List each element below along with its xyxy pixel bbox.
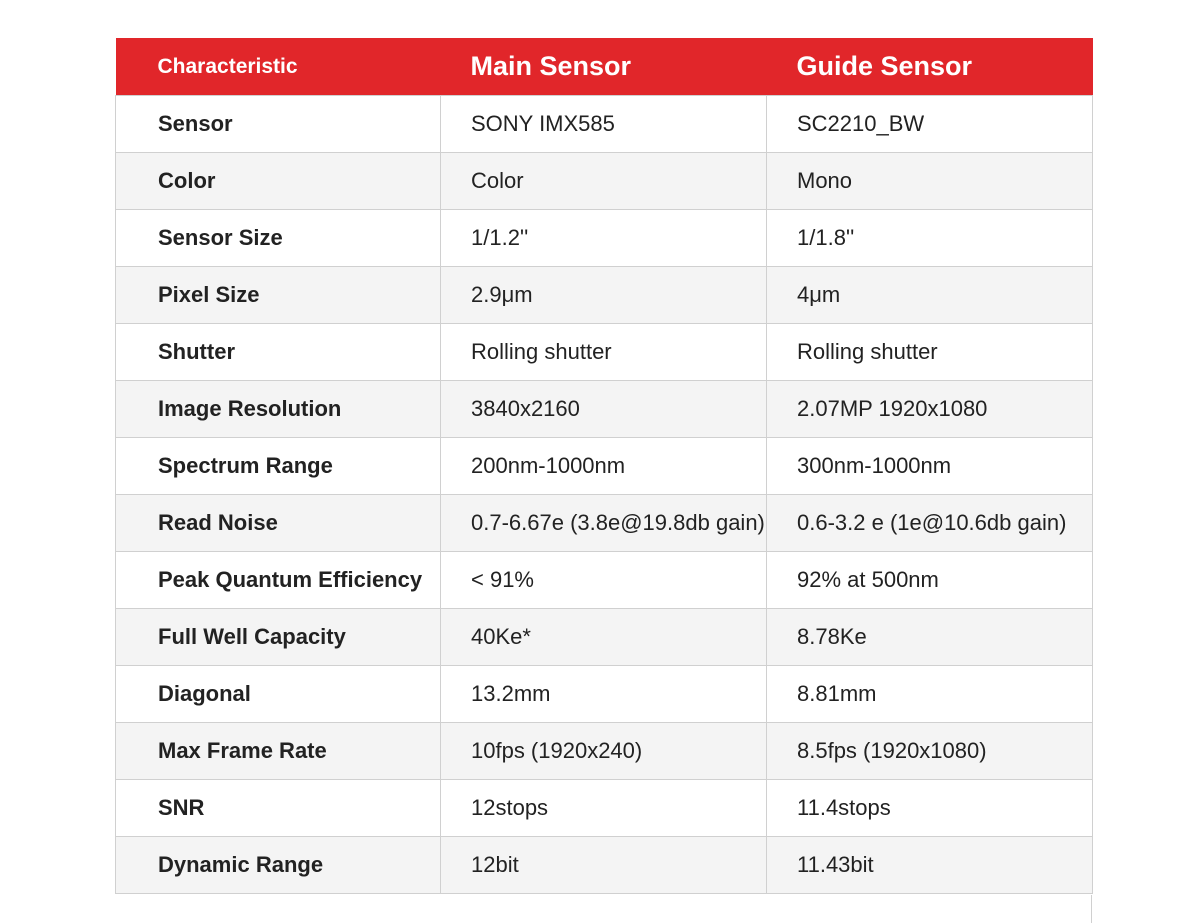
table-header <box>116 38 1093 96</box>
main-sensor-value: 12bit <box>441 837 767 894</box>
guide-sensor-value: 92% at 500nm <box>767 552 1093 609</box>
guide-sensor-value: 8.78Ke <box>767 609 1093 666</box>
guide-sensor-value: 4μm <box>767 267 1093 324</box>
table-row <box>116 210 1093 267</box>
table-row <box>116 552 1093 609</box>
row-label: Full Well Capacity <box>116 609 441 666</box>
main-sensor-value: 10fps (1920x240) <box>441 723 767 780</box>
main-sensor-value: 0.7-6.67e (3.8e@19.8db gain) <box>441 495 767 552</box>
table-row <box>116 495 1093 552</box>
row-label: Image Resolution <box>116 381 441 438</box>
main-sensor-value: 40Ke* <box>441 609 767 666</box>
main-sensor-value: SONY IMX585 <box>441 96 767 153</box>
table-row <box>116 609 1093 666</box>
guide-sensor-value: Mono <box>767 153 1093 210</box>
main-sensor-value: 2.9μm <box>441 267 767 324</box>
main-sensor-value: 13.2mm <box>441 666 767 723</box>
guide-sensor-value: 1/1.8'' <box>767 210 1093 267</box>
table-row <box>116 837 1093 894</box>
table-row <box>116 267 1093 324</box>
row-label: Color <box>116 153 441 210</box>
row-label: Read Noise <box>116 495 441 552</box>
guide-sensor-value: SC2210_BW <box>767 96 1093 153</box>
row-label: Max Frame Rate <box>116 723 441 780</box>
row-label: Sensor Size <box>116 210 441 267</box>
row-label: Peak Quantum Efficiency <box>116 552 441 609</box>
guide-sensor-value: 2.07MP 1920x1080 <box>767 381 1093 438</box>
guide-sensor-value: 0.6-3.2 e (1e@10.6db gain) <box>767 495 1093 552</box>
table-row <box>116 666 1093 723</box>
row-label: SNR <box>116 780 441 837</box>
row-label: Dynamic Range <box>116 837 441 894</box>
row-label: Sensor <box>116 96 441 153</box>
table-row <box>116 381 1093 438</box>
table-row <box>116 96 1093 153</box>
main-sensor-value: 3840x2160 <box>441 381 767 438</box>
table-row <box>116 324 1093 381</box>
header-main-sensor: Main Sensor <box>441 38 767 96</box>
table-row <box>116 780 1093 837</box>
header-guide-sensor: Guide Sensor <box>767 38 1093 96</box>
table-row <box>116 723 1093 780</box>
table-row <box>116 153 1093 210</box>
sensor-spec-table <box>115 38 1093 894</box>
header-row <box>116 38 1093 96</box>
row-label: Pixel Size <box>116 267 441 324</box>
guide-sensor-value: 11.43bit <box>767 837 1093 894</box>
guide-sensor-value: Rolling shutter <box>767 324 1093 381</box>
header-characteristic: Characteristic <box>116 38 441 96</box>
table-row <box>116 438 1093 495</box>
main-sensor-value: 1/1.2'' <box>441 210 767 267</box>
row-label: Spectrum Range <box>116 438 441 495</box>
table-body <box>116 96 1093 894</box>
main-sensor-value: Color <box>441 153 767 210</box>
main-sensor-value: 12stops <box>441 780 767 837</box>
guide-sensor-value: 8.81mm <box>767 666 1093 723</box>
main-sensor-value: < 91% <box>441 552 767 609</box>
row-label: Diagonal <box>116 666 441 723</box>
main-sensor-value: 200nm-1000nm <box>441 438 767 495</box>
main-sensor-value: Rolling shutter <box>441 324 767 381</box>
guide-sensor-value: 8.5fps (1920x1080) <box>767 723 1093 780</box>
guide-sensor-value: 11.4stops <box>767 780 1093 837</box>
guide-sensor-value: 300nm-1000nm <box>767 438 1093 495</box>
divider-line <box>1091 895 1092 923</box>
row-label: Shutter <box>116 324 441 381</box>
